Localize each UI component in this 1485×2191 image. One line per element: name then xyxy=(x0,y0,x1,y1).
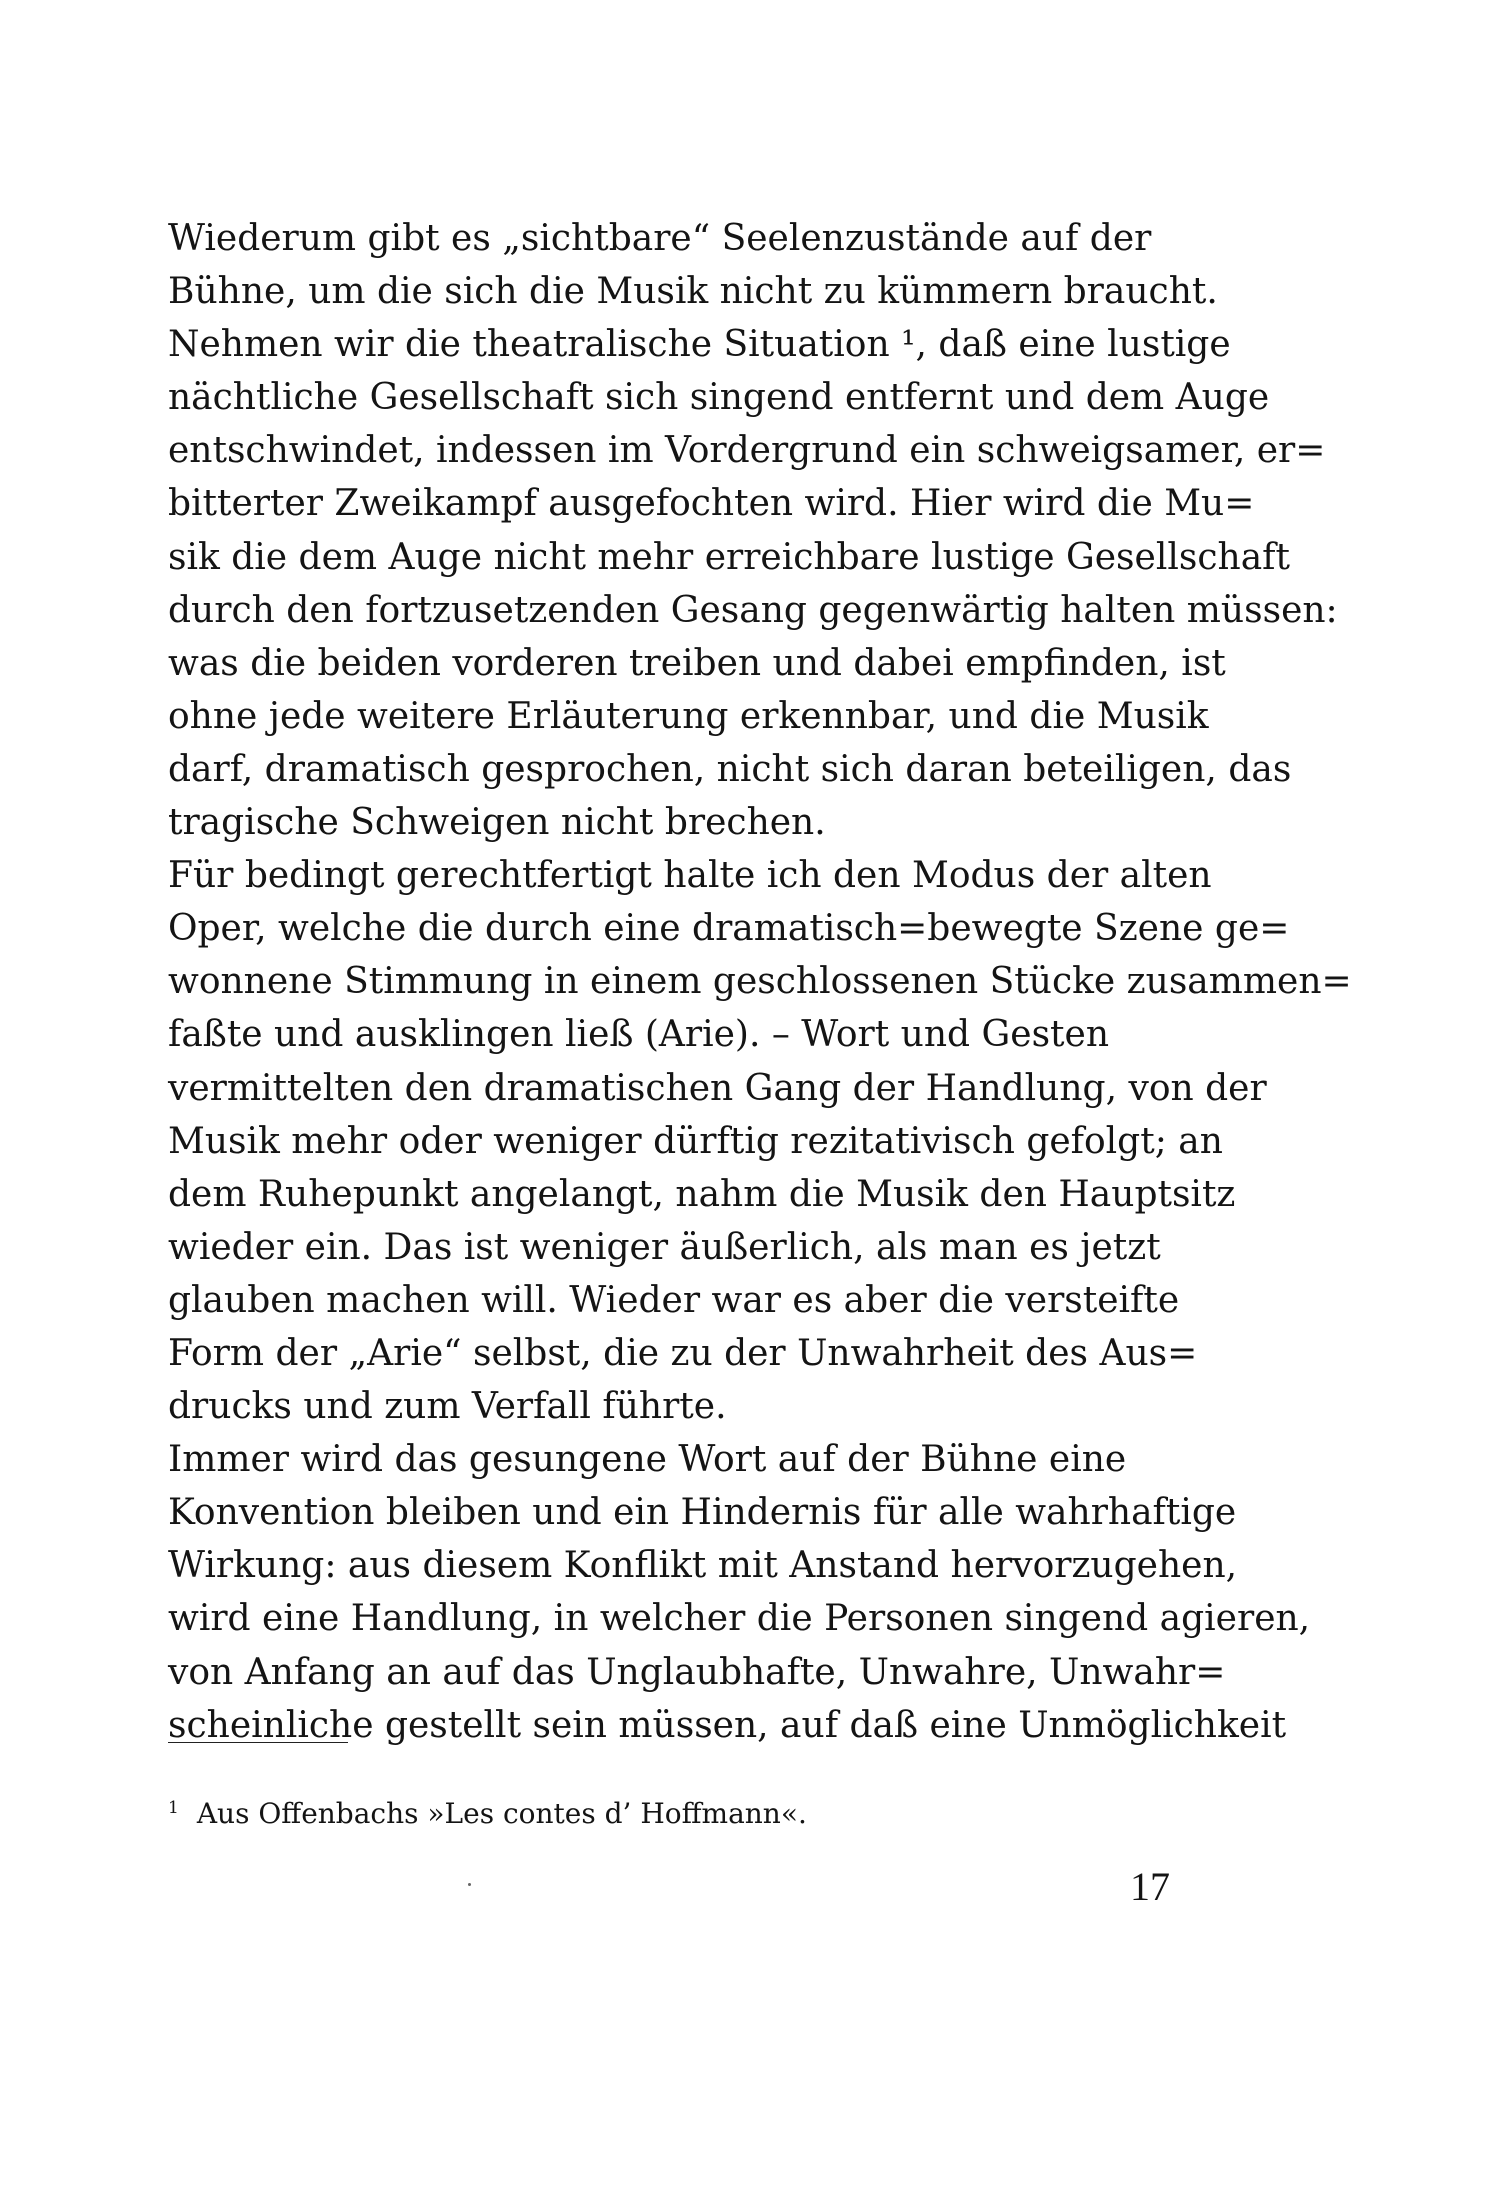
text-line: Bühne, um die sich die Musik nicht zu kümmern braucht. xyxy=(168,271,1218,313)
text-line: drucks und zum Verfall führte. xyxy=(168,1386,727,1428)
text-line: Oper, welche die durch eine dramatisch=bewegte Szene ge= xyxy=(168,908,1290,950)
text-line: ohne jede weitere Erläuterung erkennbar, und die Musik xyxy=(168,695,1209,737)
body-text xyxy=(168,212,1352,1752)
text-line: bitterter Zweikampf ausgefochten wird. Hier wird die Mu= xyxy=(168,483,1255,525)
text-line: was die beiden vorderen treiben und dabei empfinden, ist xyxy=(168,642,1226,684)
text-line: wird eine Handlung, in welcher die Personen singend agieren, xyxy=(168,1598,1311,1640)
footnote-marker: 1 xyxy=(168,1798,179,1818)
text-line: scheinliche gestellt sein müssen, auf daß eine Unmöglichkeit xyxy=(168,1704,1287,1746)
footnote xyxy=(168,1786,807,1830)
page-number: 17 xyxy=(1130,1864,1170,1909)
text-line: faßte und ausklingen ließ (Arie). – Wort und Gesten xyxy=(168,1014,1110,1056)
text-line: Wiederum gibt es „sichtbare“ Seelenzustände auf der xyxy=(168,218,1152,259)
text-line: entschwindet, indessen im Vordergrund ein schweigsamer, er= xyxy=(168,430,1326,472)
footnote-divider xyxy=(168,1742,348,1743)
text-line: Für bedingt gerechtfertigt halte ich den Modus der alten xyxy=(168,855,1212,897)
text-line: Konvention bleiben und ein Hindernis für alle wahrhaftige xyxy=(168,1492,1237,1534)
text-line: wieder ein. Das ist weniger äußerlich, als man es jetzt xyxy=(168,1226,1161,1268)
text-line: vermittelten den dramatischen Gang der Handlung, von der xyxy=(168,1067,1267,1109)
text-line: Immer wird das gesungene Wort auf der Bühne eine xyxy=(168,1439,1127,1481)
text-line: wonnene Stimmung in einem geschlossenen Stücke zusammen= xyxy=(168,961,1352,1003)
footnote-text: Aus Offenbachs »Les contes d’ Hoffmann«. xyxy=(196,1797,807,1830)
text-line: nächtliche Gesellschaft sich singend entfernt und dem Auge xyxy=(168,377,1270,419)
text-line: durch den fortzusetzenden Gesang gegenwärtig halten müssen: xyxy=(168,589,1338,631)
text-line: glauben machen will. Wieder war es aber die versteifte xyxy=(168,1279,1180,1321)
text-line: darf, dramatisch gesprochen, nicht sich daran beteiligen, das xyxy=(168,748,1292,790)
text-line: Musik mehr oder weniger dürftig rezitativisch gefolgt; an xyxy=(168,1120,1223,1162)
text-line: tragische Schweigen nicht brechen. xyxy=(168,802,826,844)
paper-speck xyxy=(468,1883,471,1886)
text-line: Wirkung: aus diesem Konflikt mit Anstand hervorzugehen, xyxy=(168,1545,1238,1587)
text-line: Nehmen wir die theatralische Situation ¹, daß eine lustige xyxy=(168,324,1231,366)
text-line: Form der „Arie“ selbst, die zu der Unwahrheit des Aus= xyxy=(168,1332,1198,1374)
text-line: von Anfang an auf das Unglaubhafte, Unwahre, Unwahr= xyxy=(168,1651,1226,1693)
text-line: sik die dem Auge nicht mehr erreichbare lustige Gesellschaft xyxy=(168,536,1290,578)
text-line: dem Ruhepunkt angelangt, nahm die Musik den Hauptsitz xyxy=(168,1173,1236,1215)
